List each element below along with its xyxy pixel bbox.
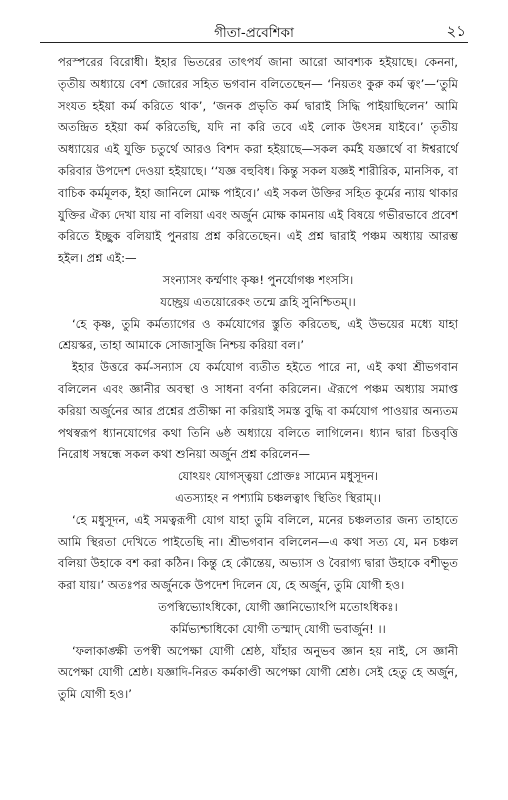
verse-line: কর্মিভ্যশ্চাধিকো যোগী তস্মাদ্ যোগী ভবার্জুন! ।। xyxy=(170,621,386,636)
verse-line: যোঽয়ং যোগস্ত্বয়া প্রোক্তঃ সাম্যেন মধুসূদন। xyxy=(177,469,379,484)
verse-line: তপস্বিভ্যোঽধিকো, যোগী জ্ঞানিভ্যোঽপি মতোঽধিকঃ। xyxy=(158,599,398,614)
paragraph: ‘ফলাকাঙ্ক্ষী তপস্বী অপেক্ষা যোগী শ্রেষ্ঠ, যাঁহার অনুভব জ্ঞান হয় নাই, সে জ্ঞানী অপেক্ষা যোগী শ্রেষ্ঠ। যজ্ঞাদি-নিরত কর্মকাণ্ডী অপেক্ষা যোগী শ্রেষ্ঠ। সেই হেতু হে অর্জুন, তুমি যোগী হও।’ xyxy=(58,643,458,702)
verse-line: সংন্যাসং কর্ম্মণাং কৃষ্ণ! পুনর্যোগঞ্চ শংসসি। xyxy=(162,272,354,287)
verse-line: এতস্যাহং ন পশ্যামি চঞ্চলত্বাৎ স্থিতিং স্থিরাম্।। xyxy=(175,490,381,505)
page-number: ২১ xyxy=(446,22,466,40)
body-text xyxy=(58,52,458,706)
paragraph: ইহার উত্তরে কর্ম-সন্যাস যে কর্মযোগ ব্যতীত হইতে পারে না, এই কথা শ্রীভগবান বলিলেন এবং জ্ঞানীর অবস্থা ও সাধনা বর্ণনা করিলেন। ঐরূপে পঞ্চম অধ্যায় সমাপ্ত করিয়া অর্জুনের আর প্রশ্নের প্রতীক্ষা না করিয়াই সমস্ত বুদ্ধি বা কর্মযোগ পাওয়ার অন্যতম পথস্বরূপ ধ্যানযোগের কথা তিনি ৬ষ্ঠ অধ্যায়ে বলিতে লাগিলেন। ধ্যান দ্বারা চিত্তবৃত্তি নিরোধ সম্বন্ধে সকল কথা শুনিয়া অর্জুন প্রশ্ন করিলেন— xyxy=(58,360,458,462)
verse-line: যচ্ছ্রেয় এতয়োরেকং তন্মে ব্রূহি সুনিশ্চিতম্।। xyxy=(160,294,356,309)
running-header xyxy=(40,20,468,43)
paragraph: ‘হে মধুসূদন, এই সমত্বরূপী যোগ যাহা তুমি বলিলে, মনের চঞ্চলতার জন্য তাহাতে আমি স্থিরতা দেখিতে পাইতেছি না। শ্রীভগবান বলিলেন—এ কথা সত্য যে, মন চঞ্চল বলিয়া উহাকে বশ করা কঠিন। কিন্তু হে কৌন্তেয়, অভ্যাস ও বৈরাগ্য দ্বারা উহাকে বশীভূত করা যায়।’ অতঃপর অর্জুনকে উপদেশ দিলেন যে, হে অর্জুন, তুমি যোগী হও। xyxy=(58,512,458,593)
paragraph: ‘হে কৃষ্ণ, তুমি কর্মত্যাগের ও কর্মযোগের স্তুতি করিতেছ, এই উভয়ের মধ্যে যাহা শ্রেয়স্কর, তাহা আমাকে সোজাসুজি নিশ্চয় করিয়া বল।’ xyxy=(58,316,458,353)
running-title: গীতা-প্রবেশিকা xyxy=(214,25,294,41)
paragraph: পরস্পরের বিরোধী। ইহার ভিতরের তাৎপর্য জানা আরো আবশ্যক হইয়াছে। কেননা, তৃতীয় অধ্যায়ে বেশ জোরের সহিত ভগবান বলিতেছেন— ‘নিয়তং কুরু কর্ম ত্বং’—‘তুমি সংযত হইয়া কর্ম করিতে থাক’, ‘জনক প্রভৃতি কর্ম দ্বারাই সিদ্ধি পাইয়াছিলেন’ আমি অতন্দ্রিত হইয়া কর্ম করিতেছি, যদি না করি তবে এই লোক উৎসন্ন যাইবে।’ তৃতীয় অধ্যায়ের এই যুক্তি চতুর্থে আরও বিশদ করা হইয়াছে—সকল কর্মই যজ্ঞার্থে বা ঈশ্বরার্থে করিবার উপদেশ দেওয়া হইয়াছে। ‘‘যজ্ঞ বহুবিধ। কিন্তু সকল যজ্ঞই শারীরিক, মানসিক, বা বাচিক কর্মমূলক, ইহা জানিলে মোক্ষ পাইবে।’ এই সকল উক্তির সহিত কূর্মের ন্যায় থাকার যুক্তির ঐক্য দেখা যায় না বলিয়া এবং অর্জুন মোক্ষ কামনায় এই বিষয়ে গভীরভাবে প্রবেশ করিতে ইচ্ছুক বলিয়াই পুনরায় প্রশ্ন করিতেছেন। এই প্রশ্ন দ্বারাই পঞ্চম অধ্যায় আরম্ভ হইল। প্রশ্ন এই:— xyxy=(58,55,458,266)
